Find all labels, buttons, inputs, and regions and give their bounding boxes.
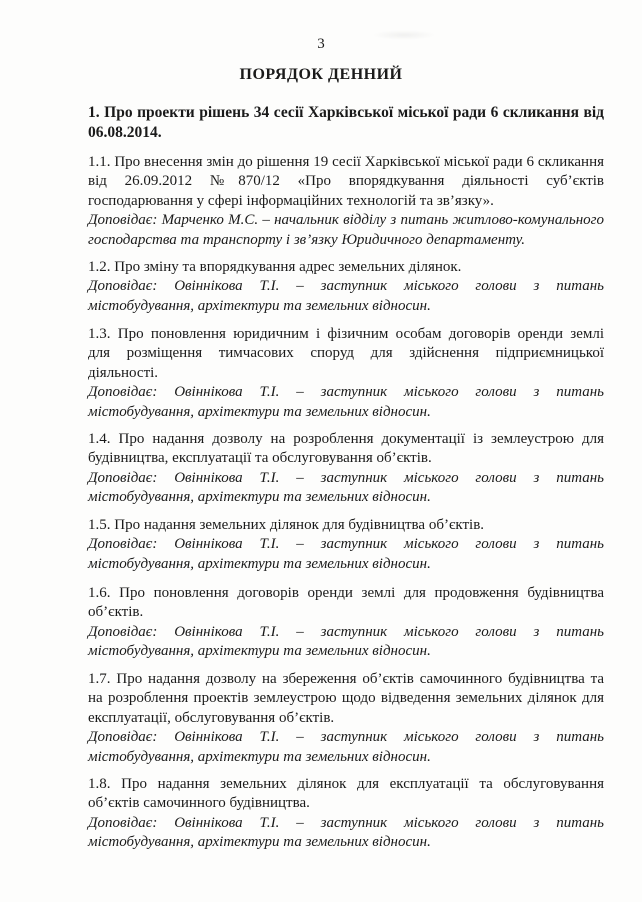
- item-text-line: 1.1. Про внесення змін до рішення 19 сесії Харківської міської ради 6 скликання: [88, 154, 604, 170]
- item-text-line: для розміщення тимчасових споруд для здійснення підприємницької: [88, 345, 604, 362]
- speaker-line: містобудування, архітектури та земельних відносин.: [88, 643, 431, 660]
- item-text-line: 1.6. Про поновлення договорів оренди землі для продовження будівництва: [88, 585, 604, 601]
- speaker-line: містобудування, архітектури та земельних відносин.: [88, 489, 431, 506]
- speaker-line: Доповідає: Марченко М.С. – начальник відділу з питань житлово-комунального: [88, 212, 604, 229]
- speaker-line: Доповідає: Овіннікова Т.І. – заступник міського голови з питань: [88, 729, 604, 746]
- item-text-line: 1.5. Про надання земельних ділянок для будівництва об’єктів.: [88, 517, 485, 533]
- speaker-line: Доповідає: Овіннікова Т.І. – заступник міського голови з питань: [88, 384, 604, 401]
- document-title: ПОРЯДОК ДЕННИЙ: [239, 66, 403, 83]
- page-number: 3: [317, 36, 325, 52]
- item-text-line: на розроблення проектів землеустрою щодо відведення земельних ділянок для: [88, 690, 604, 707]
- speaker-line: Доповідає: Овіннікова Т.І. – заступник міського голови з питань: [88, 278, 604, 295]
- section-heading: 1. Про проекти рішень 34 сесії Харківської міської ради 6 скликання від 06.08.2014.: [88, 104, 604, 141]
- agenda-item-1-6: [88, 584, 604, 662]
- item-text-line: діяльності.: [88, 364, 159, 381]
- agenda-item-1-4: [88, 430, 604, 508]
- item-text-line: 1.4. Про надання дозволу на розроблення документації із землеустрою для: [88, 431, 604, 447]
- item-text-line: 1.2. Про зміну та впорядкування адрес земельних ділянок.: [88, 259, 462, 275]
- item-text-line: будівництва, експлуатації та обслуговування об’єктів.: [88, 450, 432, 467]
- item-text-line: від 26.09.2012 №870/12 «Про впорядкування діяльності суб’єктів: [88, 173, 604, 190]
- agenda-item-1-1: [88, 153, 604, 250]
- speaker-line: містобудування, архітектури та земельних відносин.: [88, 555, 431, 572]
- agenda-item-1-7: [88, 670, 604, 767]
- agenda-item-1-3: [88, 325, 604, 422]
- speaker-line: містобудування, архітектури та земельних відносин.: [88, 748, 431, 765]
- agenda-item-1-2: [88, 258, 604, 316]
- speaker-line: містобудування, архітектури та земельних відносин.: [88, 834, 431, 851]
- speaker-line: містобудування, архітектури та земельних відносин.: [88, 297, 431, 314]
- item-text-line: 1.8. Про надання земельних ділянок для експлуатації та обслуговування: [88, 776, 604, 792]
- speaker-line: Доповідає: Овіннікова Т.І. – заступник міського голови з питань: [88, 536, 604, 553]
- speaker-line: Доповідає: Овіннікова Т.І. – заступник міського голови з питань: [88, 469, 604, 486]
- item-text-line: об’єктів.: [88, 604, 144, 621]
- item-text-line: 1.3. Про поновлення юридичним і фізичним особам договорів оренди землі: [88, 326, 604, 342]
- item-text-line: господарювання у сфері інформаційних технологій та зв’язку».: [88, 192, 494, 209]
- speaker-line: Доповідає: Овіннікова Т.І. – заступник міського голови з питань: [88, 623, 604, 640]
- speaker-line: господарства та транспорту і зв’язку Юридичного департаменту.: [88, 231, 526, 248]
- speaker-line: містобудування, архітектури та земельних відносин.: [88, 403, 431, 420]
- item-text-line: 1.7. Про надання дозволу на збереження об’єктів самочинного будівництва та: [88, 671, 604, 687]
- item-text-line: експлуатації, обслуговування об’єктів.: [88, 709, 335, 726]
- agenda-item-1-5: [88, 516, 604, 574]
- agenda-item-1-8: [88, 775, 604, 853]
- item-text-line: об’єктів самочинного будівництва.: [88, 795, 310, 812]
- speaker-line: Доповідає: Овіннікова Т.І. – заступник міського голови з питань: [88, 814, 604, 831]
